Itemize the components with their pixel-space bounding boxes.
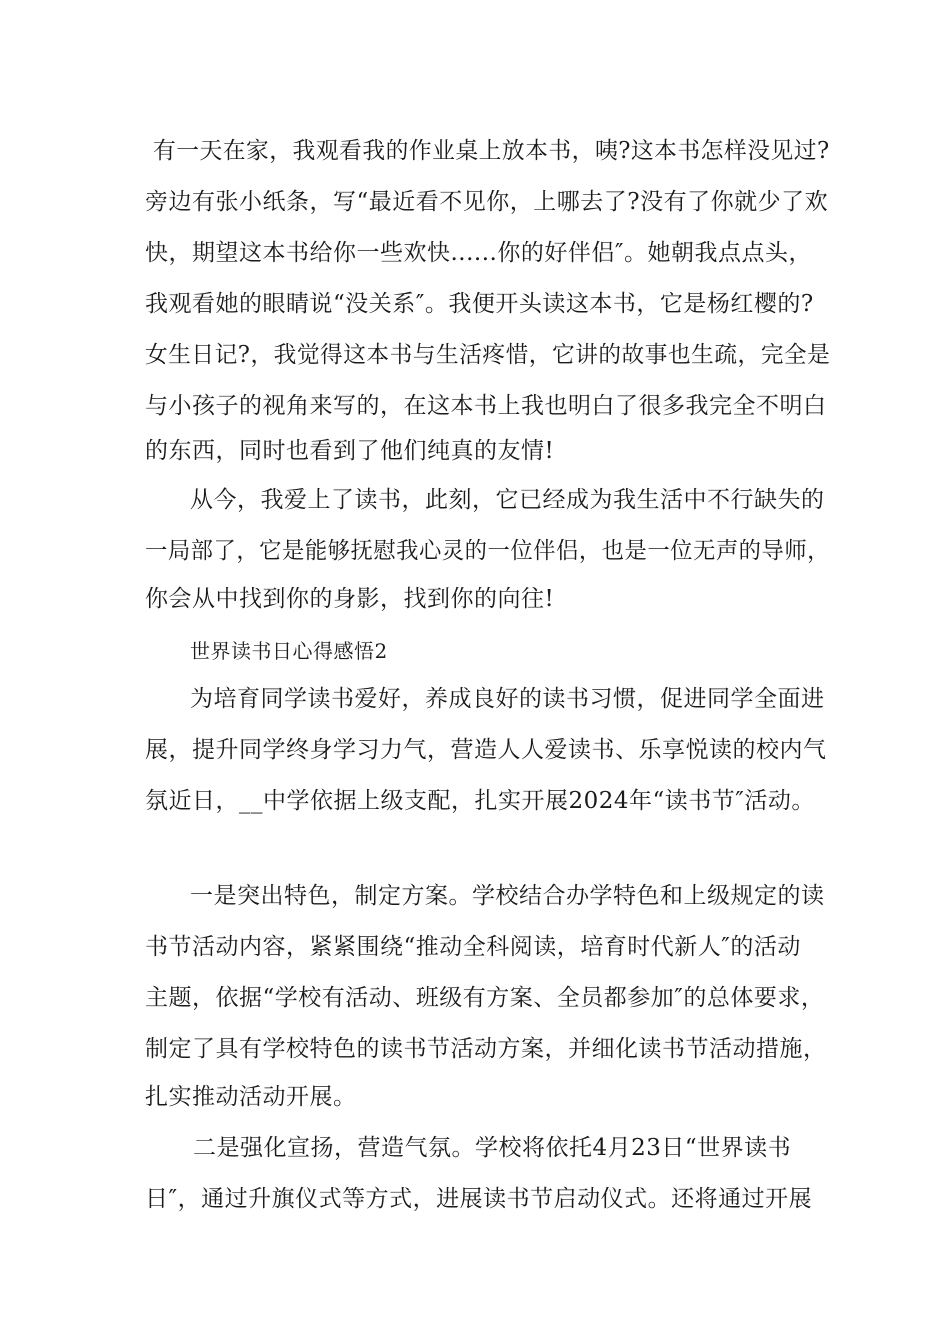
text-line: 与小孩子的视角来写的，在这本书上我也明白了很多我完全不明白 [145,393,827,419]
text-line: 你会从中找到你的身影，找到你的向往! [145,586,555,612]
text-line: 快，期望这本书给你一些欢快......你的好伴侣″。她朝我点点头， [145,240,812,266]
text-line: 制定了具有学校特色的读书节活动方案，并细化读书节活动措施， [145,1036,827,1062]
text-line: 有一天在家，我观看我的作业桌上放本书，咦?这本书怎样没见过? [153,138,830,164]
text-line: 为培育同学读书爱好，养成良好的读书习惯，促进同学全面进 [190,686,825,712]
text-line: 扎实推动活动开展。 [145,1084,357,1110]
text-line: 主题，依据“学校有活动、班级有方案、全员都参加″的总体要求， [145,985,825,1011]
text-line: 展，提升同学终身学习力气，营造人人爱读书、乐享悦读的校内气 [145,737,827,763]
text-line: 日″，通过升旗仪式等方式，进展读书节启动仪式。还将通过开展 [145,1186,813,1212]
text-line: 一局部了，它是能够抚慰我心灵的一位伴侣，也是一位无声的导师， [145,538,830,564]
text-line: 书节活动内容，紧紧围绕“推动全科阅读，培育时代新人″的活动 [145,934,801,960]
section-heading: 世界读书日心得感悟2 [190,639,388,663]
text-line: 二是强化宣扬，营造气氛。学校将依托4月23日“世界读书 [193,1135,792,1161]
text-line: 一是突出特色，制定方案。学校结合办学特色和上级规定的读 [190,883,825,909]
text-line: 氛近日，__中学依据上级支配，扎实开展2024年“读书节″活动。 [145,788,815,814]
text-line: 女生日记?，我觉得这本书与生活疼惜，它讲的故事也生疏，完全是 [145,342,831,368]
text-line: 的东西，同时也看到了他们纯真的友情! [145,438,555,464]
text-line: 从今，我爱上了读书，此刻，它已经成为我生活中不行缺失的 [190,487,825,513]
text-line: 旁边有张小纸条，写“最近看不见你，上哪去了?没有了你就少了欢 [145,189,829,215]
text-line: 我观看她的眼睛说“没关系″。我便开头读这本书，它是杨红樱的? [145,291,814,317]
